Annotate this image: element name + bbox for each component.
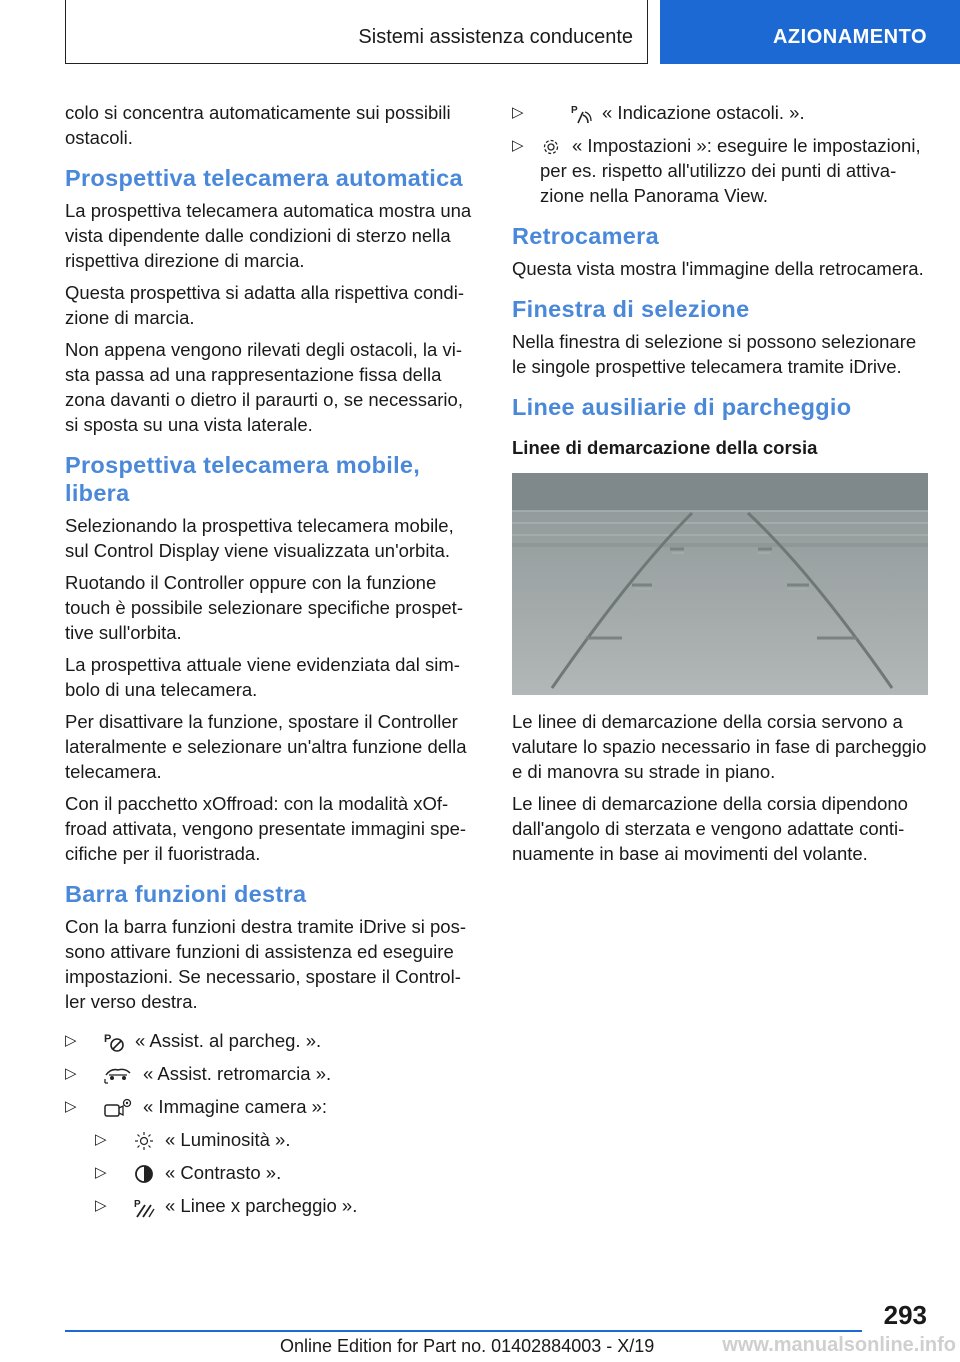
triangle-bullet-icon: ▷ (512, 137, 524, 155)
function-list-continued (512, 100, 928, 208)
obstacle-indicator-icon (570, 103, 592, 125)
heading-auto-perspective: Prospettiva telecamera automatica (65, 165, 463, 191)
paragraph: Le linee di demarcazione della corsia dipendono dall'angolo di sterzata e vengono adattate continuamente in base ai movimenti del volante. (512, 793, 908, 865)
triangle-bullet-icon: ▷ (95, 1131, 107, 1149)
contrast-icon (133, 1163, 155, 1185)
list-item (95, 1193, 475, 1218)
list-item (512, 133, 928, 208)
paragraph: Nella finestra di selezione si possono selezionare le singole prospettive telecamera tramite iDrive. (512, 331, 917, 378)
paragraph: Non appena vengono rilevati degli ostacoli, la vista passa ad una rappresentazione fissa della zona davanti o dietro il paraurti o, se necessario, si sposta su una vista laterale. (65, 339, 463, 435)
paragraph: Le linee di demarcazione della corsia servono a valutare lo spazio necessario in fase di parcheggio e di manovra su strade in piano. (512, 711, 927, 783)
list-item-label: « Luminosità ». (165, 1129, 291, 1151)
parking-lines-icon (133, 1197, 155, 1219)
list-item-label: « Assist. al parcheg. ». (135, 1030, 322, 1051)
list-item-label: « Impostazioni »: eseguire le impostazioni, per es. rispetto all'utilizzo dei punti di attivazione nella Panorama View. (540, 135, 921, 207)
lane-lines-illustration (512, 473, 928, 695)
heading-function-bar: Barra funzioni destra (65, 881, 307, 907)
list-item (512, 100, 928, 125)
parking-assist-icon (103, 1031, 125, 1053)
page-number: 293 (883, 1300, 927, 1330)
svg-text:P: P (134, 1198, 141, 1210)
paragraph: Con il pacchetto xOffroad: con la modalità xOffroad attivata, vengono presentate immagini specifiche per il fuoristrada. (65, 793, 467, 864)
list-item-label: « Linee x parcheggio ». (165, 1195, 358, 1217)
list-item (95, 1160, 475, 1185)
triangle-bullet-icon: ▷ (65, 1032, 77, 1049)
camera-settings-icon (103, 1097, 133, 1119)
list-item (65, 1028, 475, 1053)
list-item (95, 1127, 475, 1152)
list-item-label: « Assist. retromarcia ». (143, 1063, 332, 1085)
function-list (65, 1028, 475, 1219)
header-section-tab (65, 0, 648, 64)
chapter-tab (660, 0, 960, 64)
heading-selection-window: Finestra di selezione (512, 296, 750, 323)
paragraph: Ruotando il Controller oppure con la funzione touch è possibile selezionare specifiche prospettive sull'orbita. (65, 572, 463, 643)
brightness-icon (133, 1130, 155, 1152)
heading-parking-guidelines: Linee ausiliarie di parcheggio (512, 394, 852, 421)
subheading-lane-lines: Linee di demarcazione della corsia (512, 437, 818, 459)
intro-paragraph: colo si concentra automaticamente sui possibili ostacoli. (65, 102, 451, 148)
footer-divider (65, 1330, 862, 1332)
section-title: Sistemi assistenza conducente (358, 26, 633, 48)
heading-rear-camera: Retrocamera (512, 223, 659, 250)
paragraph: La prospettiva telecamera automatica mostra una vista dipendente dalle condizioni di sterzo nella rispettiva direzione di marcia. (65, 200, 472, 271)
paragraph: La prospettiva attuale viene evidenziata dal simbolo di una telecamera. (65, 654, 460, 700)
paragraph: Selezionando la prospettiva telecamera mobile, sul Control Display viene visualizzata un'orbita. (65, 515, 454, 561)
list-item-label: « Immagine camera »: (143, 1096, 328, 1118)
triangle-bullet-icon: ▷ (512, 104, 524, 121)
paragraph: Questa vista mostra l'immagine della retrocamera. (512, 258, 924, 280)
paragraph: Per disattivare la funzione, spostare il Controller lateralmente e selezionare un'altra funzione della telecamera. (65, 711, 467, 782)
paragraph: Con la barra funzioni destra tramite iDrive si possono attivare funzioni di assistenza ed eseguire impostazioni. Se necessario, spostare il Controller verso destra. (65, 916, 467, 1012)
heading-mobile-perspective: Prospettiva telecamera mobile, libera (65, 452, 421, 506)
edition-text: Online Edition for Part no. 01402884003 - X/19 (280, 1336, 655, 1356)
paragraph: Questa prospettiva si adatta alla rispettiva condizione di marcia. (65, 282, 464, 328)
svg-text:P: P (571, 105, 578, 117)
list-item (65, 1061, 475, 1086)
right-column (512, 100, 928, 873)
reverse-assist-icon (103, 1065, 133, 1085)
list-item-label: « Indicazione ostacoli. ». (602, 102, 805, 123)
watermark: www.manualsonline.info (722, 1334, 956, 1356)
triangle-bullet-icon: ▷ (95, 1197, 107, 1215)
gear-icon (540, 136, 562, 158)
triangle-bullet-icon: ▷ (65, 1065, 77, 1083)
list-item-label: « Contrasto ». (165, 1162, 282, 1184)
svg-text:P: P (104, 1033, 112, 1046)
triangle-bullet-icon: ▷ (65, 1098, 77, 1116)
list-item (65, 1094, 475, 1119)
left-column (65, 100, 475, 1227)
triangle-bullet-icon: ▷ (95, 1164, 107, 1182)
chapter-title: AZIONAMENTO (772, 26, 927, 48)
